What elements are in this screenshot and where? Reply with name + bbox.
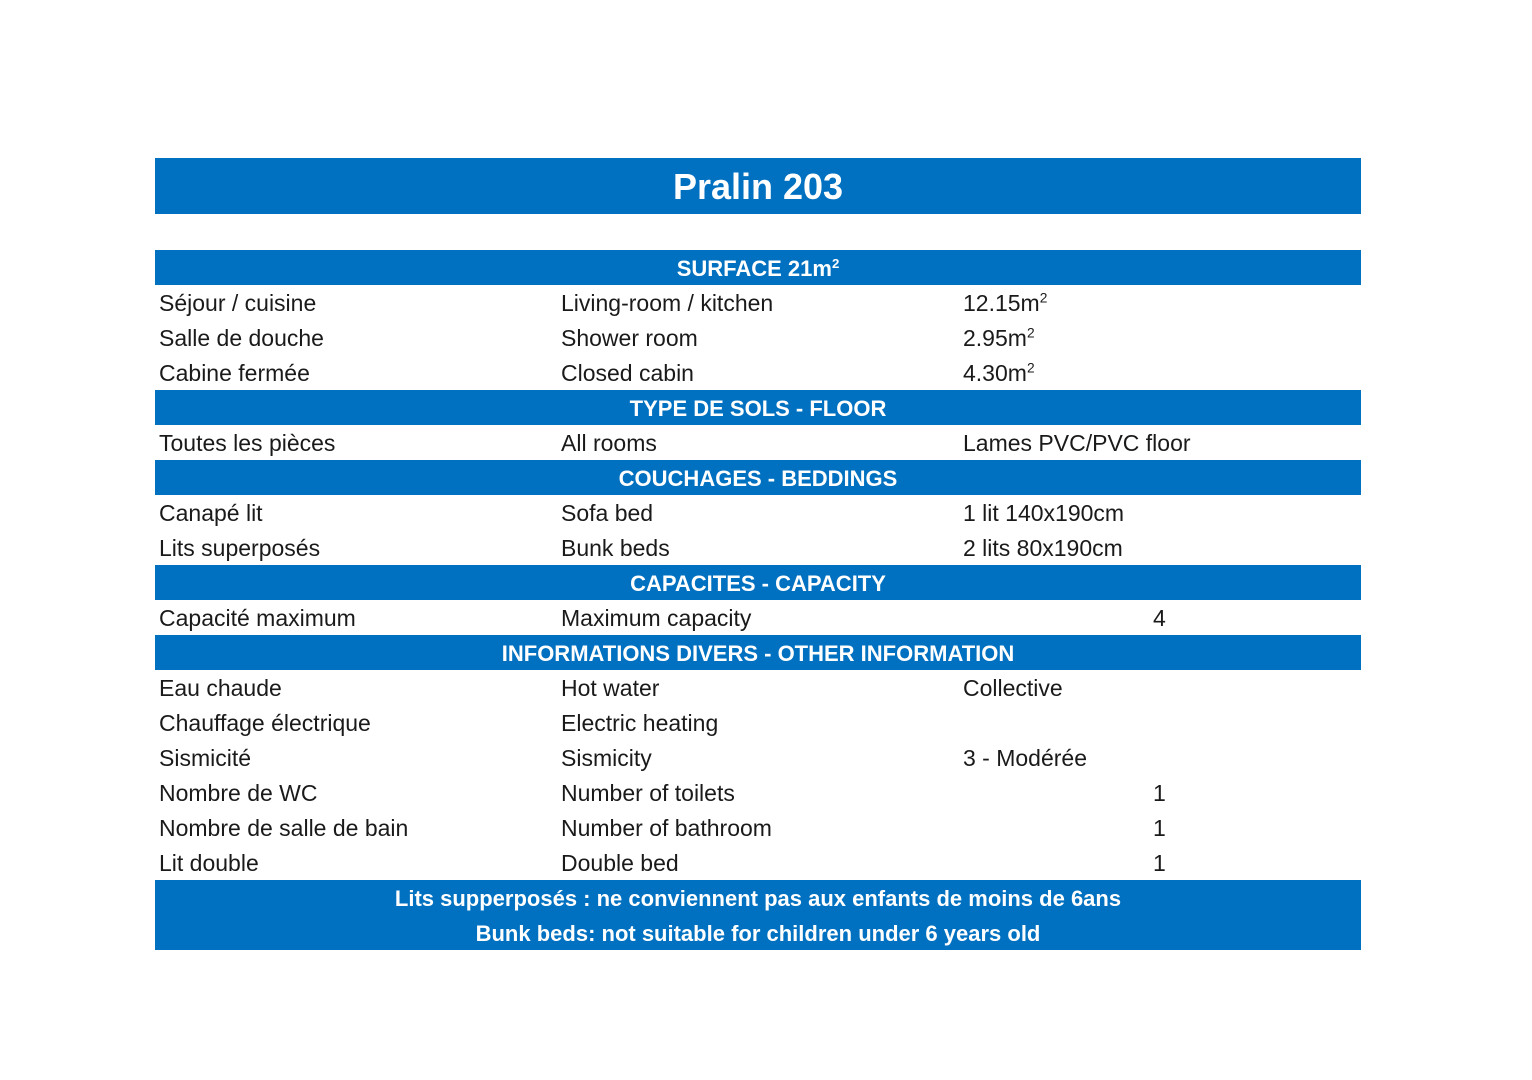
label-fr: Nombre de salle de bain	[159, 815, 409, 841]
value: $4.30m^2$	[963, 360, 1035, 386]
table-row	[155, 705, 1361, 740]
value: 1	[1153, 780, 1166, 806]
table-row	[155, 775, 1361, 810]
table-row	[155, 285, 1361, 320]
label-fr: Chauffage électrique	[159, 710, 371, 736]
label-fr: Cabine fermée	[159, 360, 310, 386]
section-heading-other-information: INFORMATIONS DIVERS - OTHER INFORMATION	[155, 635, 1361, 670]
table-row	[155, 810, 1361, 845]
value: 1 lit 140x190cm	[963, 500, 1125, 526]
table-row	[155, 845, 1361, 880]
label-fr: Séjour / cuisine	[159, 290, 317, 316]
label-en: Number of bathroom	[561, 815, 772, 841]
table-row	[155, 740, 1361, 775]
label-fr: Lit double	[159, 850, 259, 876]
label-fr: Eau chaude	[159, 675, 282, 701]
label-en: Bunk beds	[561, 535, 670, 561]
label-fr: Lits superposés	[159, 535, 321, 561]
label-fr: Nombre de WC	[159, 780, 318, 806]
value: 1	[1153, 850, 1166, 876]
label-en: Closed cabin	[561, 360, 694, 386]
label-fr: Canapé lit	[159, 500, 263, 526]
label-en: Number of toilets	[561, 780, 735, 806]
label-en: All rooms	[561, 430, 657, 456]
table-row	[155, 495, 1361, 530]
spec-sheet	[155, 158, 1361, 950]
value: $12.15m^2$	[963, 290, 1048, 316]
label-fr: Sismicité	[159, 745, 252, 771]
value: 3 - Modérée	[963, 745, 1088, 771]
label-en: Sofa bed	[561, 500, 654, 526]
value: 4	[1153, 605, 1166, 631]
table-row	[155, 355, 1361, 390]
label-fr: Salle de douche	[159, 325, 324, 351]
table-row	[155, 320, 1361, 355]
label-en: Sismicity	[561, 745, 652, 771]
page-title: Pralin 203	[155, 158, 1361, 214]
label-en: Electric heating	[561, 710, 719, 736]
spacer	[155, 214, 1361, 250]
section-heading-capacity: CAPACITES - CAPACITY	[155, 565, 1361, 600]
label-fr: Capacité maximum	[159, 605, 356, 631]
footer-line-fr: Lits supperposés : ne conviennent pas aux enfants de moins de 6ans	[394, 886, 1122, 911]
footer-line-en: Bunk beds: not suitable for children under 6 years old	[475, 921, 1041, 946]
value	[957, 705, 1361, 740]
value: Lames PVC/PVC floor	[963, 430, 1191, 456]
table-row	[155, 530, 1361, 565]
surface-heading-text: SURFACE $21m^2$	[676, 256, 840, 281]
label-en: Hot water	[561, 675, 660, 701]
footer-notice	[155, 880, 1361, 950]
label-en: Shower room	[561, 325, 698, 351]
label-en: Double bed	[561, 850, 679, 876]
value: Collective	[963, 675, 1063, 701]
label-fr: Toutes les pièces	[159, 430, 336, 456]
value: 2 lits 80x190cm	[963, 535, 1123, 561]
label-en: Maximum capacity	[561, 605, 752, 631]
table-row	[155, 425, 1361, 460]
section-heading-floor: TYPE DE SOLS - FLOOR	[155, 390, 1361, 425]
value: $2.95m^2$	[963, 325, 1035, 351]
label-en: Living-room / kitchen	[561, 290, 774, 316]
table-row	[155, 600, 1361, 635]
section-heading-surface	[155, 250, 1361, 285]
section-heading-beddings: COUCHAGES - BEDDINGS	[155, 460, 1361, 495]
table-row	[155, 670, 1361, 705]
value: 1	[1153, 815, 1166, 841]
